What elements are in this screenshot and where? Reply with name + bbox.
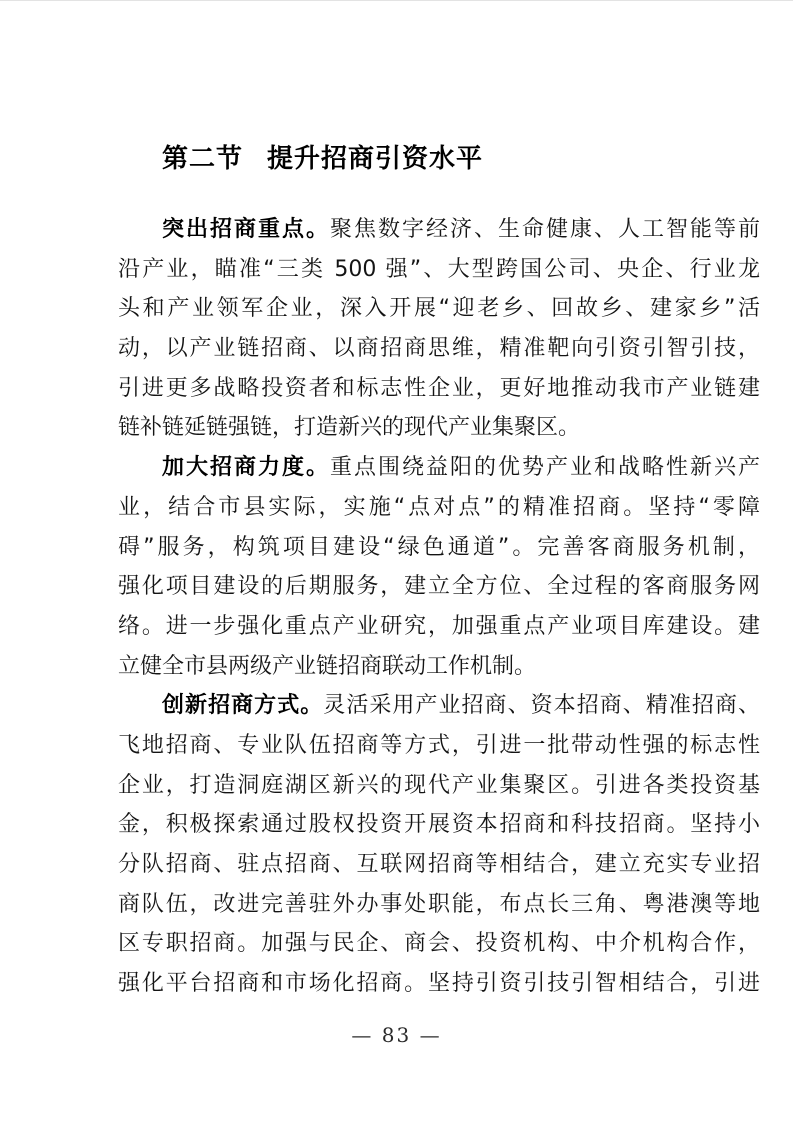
text-line: 企业，打造洞庭湖区新兴的现代产业集聚区。引进各类投资基 — [118, 772, 760, 798]
section-title — [162, 142, 483, 176]
text-line: 引进更多战略投资者和标志性企业，更好地推动我市产业链建 — [118, 375, 760, 401]
text-line: 碍”服务，构筑项目建设“绿色通道”。完善客商服务机制， — [118, 534, 760, 560]
text-line: 动，以产业链招商、以商招商思维，精准靶向引资引智引技， — [118, 336, 760, 362]
text-line: 业，结合市县实际，实施“点对点”的精准招商。坚持“零障 — [118, 494, 760, 520]
paragraph-1 — [118, 210, 760, 448]
paragraph-lead: 创新招商方式。 — [162, 693, 324, 719]
text-line: 强化项目建设的后期服务，建立全方位、全过程的客商服务网 — [118, 574, 760, 600]
text-line: 区专职招商。加强与民企、商会、投资机构、中介机构合作， — [118, 931, 760, 957]
text-line: 突出招商重点。聚焦数字经济、生命健康、人工智能等前 — [162, 217, 760, 242]
text-line: 强化平台招商和市场化招商。坚持引资引技引智相结合，引进 — [118, 971, 760, 997]
document-body — [118, 210, 760, 1004]
text-line: 分队招商、驻点招商、互联网招商等相结合，建立充实专业招 — [118, 852, 760, 877]
section-title-text: 提升招商引资水平 — [267, 144, 484, 174]
text-line: 商队伍，改进完善驻外办事处职能，布点长三角、粤港澳等地 — [118, 891, 760, 917]
text-line: 立健全市县两级产业链招商联动工作机制。 — [118, 653, 537, 679]
paragraph-lead: 加大招商力度。 — [162, 455, 330, 481]
text-line: 头和产业领军企业，深入开展“迎老乡、回故乡、建家乡”活 — [118, 296, 760, 322]
paragraph-lead: 突出招商重点。 — [162, 217, 330, 242]
text-line: 络。进一步强化重点产业研究，加强重点产业项目库建设。建 — [118, 613, 760, 639]
section-number: 第二节 — [162, 144, 244, 174]
paragraph-3 — [118, 686, 760, 1004]
text-line: 创新招商方式。灵活采用产业招商、资本招商、精准招商、 — [162, 693, 760, 719]
text-line: 金，积极探索通过股权投资开展资本招商和科技招商。坚持小 — [118, 812, 760, 838]
paragraph-2 — [118, 448, 760, 686]
text-line: 飞地招商、专业队伍招商等方式，引进一批带动性强的标志性 — [118, 732, 760, 758]
text-line: 沿产业，瞄准“三类 500 强”、大型跨国公司、央企、行业龙 — [118, 256, 760, 282]
text-line: 链补链延链强链，打造新兴的现代产业集聚区。 — [118, 415, 581, 441]
page-number: — 83 — — [351, 1023, 442, 1047]
text-line: 加大招商力度。重点围绕益阳的优势产业和战略性新兴产 — [162, 455, 760, 481]
